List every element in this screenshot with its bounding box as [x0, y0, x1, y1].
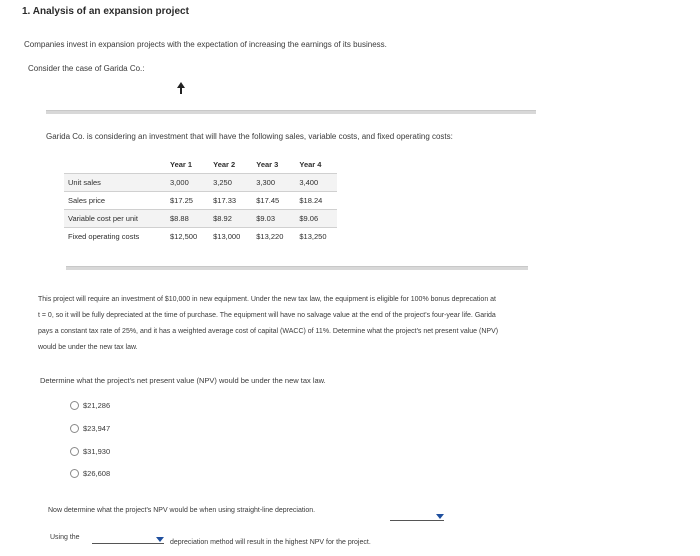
- table-lead-text: Garida Co. is considering an investment that will have the following sales, variable costs, and fixed operating costs:: [46, 132, 453, 141]
- answer-option[interactable]: [70, 424, 110, 433]
- header-year-1: Year 1: [170, 160, 193, 169]
- dropdown-arrow-icon: [156, 537, 164, 542]
- header-year-3: Year 3: [256, 160, 279, 169]
- divider: [66, 266, 528, 270]
- table-row: [64, 192, 337, 210]
- table-cell: $12,500: [170, 232, 198, 241]
- row-label: Sales price: [68, 196, 106, 205]
- table-cell: $9.03: [256, 214, 276, 223]
- paragraph-line: pays a constant tax rate of 25%, and it has a weighted average cost of capital (WACC) of 11%. Determine what the project's net present value (NPV): [38, 328, 499, 335]
- option-label[interactable]: $31,930: [83, 447, 111, 456]
- straight-line-npv-dropdown[interactable]: [390, 512, 444, 521]
- table-header-row: [64, 156, 337, 174]
- radio-button[interactable]: [70, 424, 79, 433]
- table-cell: $9.06: [299, 214, 319, 223]
- option-label[interactable]: $26,608: [83, 469, 111, 478]
- table-cell: $17.33: [213, 196, 237, 205]
- row-label: Unit sales: [68, 178, 101, 187]
- npv-question: Determine what the project's net present value (NPV) would be under the new tax law.: [40, 376, 326, 385]
- method-conclusion-text: depreciation method will result in the highest NPV for the project.: [170, 539, 371, 546]
- depreciation-method-dropdown[interactable]: [92, 535, 164, 544]
- table-row: [64, 174, 337, 192]
- paragraph-line: This project will require an investment of $10,000 in new equipment. Under the new tax law, the equipment is eligible for 100% bonus deprecation at: [38, 296, 496, 303]
- header-blank: [64, 156, 164, 174]
- straight-line-prompt: Now determine what the project's NPV would be when using straight-line depreciation.: [48, 507, 316, 514]
- option-label[interactable]: $23,947: [83, 424, 111, 433]
- table-cell: $13,250: [299, 232, 327, 241]
- table-cell: $8.88: [170, 214, 189, 223]
- header-year-4: Year 4: [299, 160, 322, 169]
- radio-button[interactable]: [70, 447, 79, 456]
- paragraph-line: t = 0, so it will be fully depreciated at the time of purchase. The equipment will have no salvage value at the end of the project's four-year life. Garida: [38, 312, 496, 319]
- dropdown-arrow-icon: [436, 514, 444, 519]
- table-cell: $8.92: [213, 214, 232, 223]
- table-cell: $17.25: [170, 196, 193, 205]
- radio-button[interactable]: [70, 469, 79, 478]
- paragraph-line: would be under the new tax law.: [38, 344, 138, 351]
- intro-text: Companies invest in expansion projects with the expectation of increasing the earnings of its business.: [24, 40, 387, 49]
- mouse-cursor-icon: [176, 82, 186, 95]
- table-cell: 3,300: [256, 178, 276, 187]
- divider: [46, 110, 536, 114]
- header-year-2: Year 2: [213, 160, 236, 169]
- table-cell: $17.45: [256, 196, 280, 205]
- table-row: [64, 228, 337, 246]
- answer-option[interactable]: [70, 401, 110, 410]
- answer-option[interactable]: [70, 469, 110, 478]
- radio-button[interactable]: [70, 401, 79, 410]
- table-cell: 3,250: [213, 178, 232, 187]
- financial-table: [64, 156, 337, 245]
- consider-text: Consider the case of Garida Co.:: [28, 64, 145, 73]
- table-cell: 3,400: [299, 178, 319, 187]
- table-cell: 3,000: [170, 178, 189, 187]
- table-row: [64, 210, 337, 228]
- answer-option[interactable]: [70, 447, 110, 456]
- option-label[interactable]: $21,286: [83, 401, 111, 410]
- row-label: Variable cost per unit: [68, 214, 138, 223]
- scenario-paragraph: [38, 292, 664, 356]
- table-cell: $18.24: [299, 196, 323, 205]
- table-cell: $13,000: [213, 232, 241, 241]
- question-title: 1. Analysis of an expansion project: [22, 6, 189, 17]
- row-label: Fixed operating costs: [68, 232, 140, 241]
- using-the-label: Using the: [50, 534, 80, 541]
- table-cell: $13,220: [256, 232, 284, 241]
